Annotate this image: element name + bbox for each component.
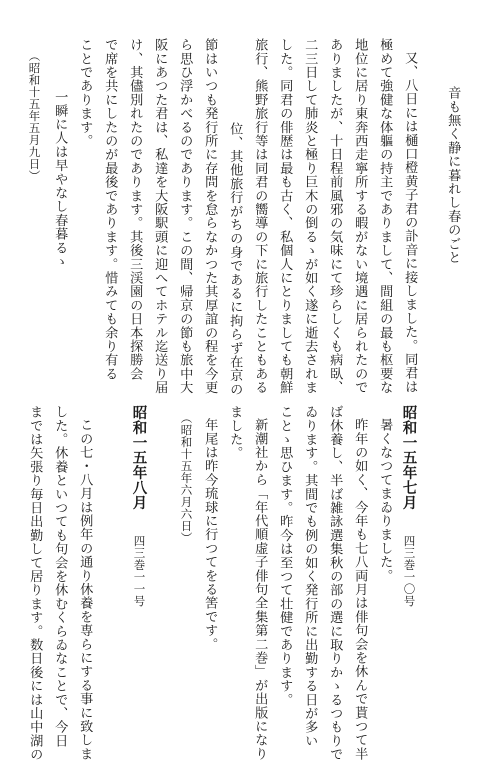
paragraph-line: ことであります。: [77, 38, 93, 148]
section-heading-august: 昭和一五年八月: [130, 405, 148, 510]
paragraph-line: 年尾は昨今琉球に行つてをる筈です。: [202, 418, 218, 651]
paragraph-line: 節はいつも発行所に存問を怠らなかつた其厚誼の程を今更: [202, 38, 218, 395]
paragraph-line: 旅行、熊野旅行等は同君の嚮導の下に旅行したこともある: [252, 38, 268, 395]
paragraph-line: 阪にあつた君は、私達を大阪駅頭に迎へてホテル迄送り届: [152, 38, 168, 395]
section-heading-july: 昭和一五年七月: [400, 405, 418, 510]
haiku: 一瞬に人は早やなし春暮るゝ: [52, 90, 68, 269]
issue-number: 四三巻一〇号: [402, 535, 417, 607]
paragraph-line: ば休養し、半ば雑詠選集秋の部の選に取りかゝるつもりで: [327, 405, 343, 761]
paragraph-line: 地位に居り東奔西走寧所する暇がない境遇に居られたので: [352, 38, 368, 395]
paragraph-line: で席を共にしたのが最後であります。惜みても余り有る: [102, 38, 118, 381]
paragraph-line: 二三日して肺炎と極り巨木の倒るゝが如く遂に逝去されま: [302, 38, 318, 395]
paragraph-line: ありましたが、十日程前風邪の気味にて珍らしくも病臥、: [327, 38, 343, 395]
date-note: （昭和十五年五月九日）: [27, 50, 42, 182]
paragraph-line: までは矢張り毎日出勤して居ります。数日後には山中湖の: [27, 405, 43, 761]
paragraph-line: 新潮社から「年代順虚子俳句全集第二巻」が出版になり: [252, 418, 268, 761]
paragraph-line: け、其儘別れたのであります。其後三渓園の日本探勝会: [127, 38, 143, 381]
paragraph-line: 位、其他旅行がちの身であるに拘らず在京の: [227, 122, 243, 396]
paragraph-line: ら思ひ浮かべるのであります。この間、帰京の節も旅中大: [177, 38, 193, 395]
issue-number: 四三巻一一号: [132, 535, 147, 607]
date-note: （昭和十五年六月六日）: [179, 412, 194, 544]
paragraph-line: ことゝ思ひます。昨今は至つて壮健であります。: [277, 405, 293, 707]
paragraph-line: 極めて強健な体軀の持主でありまして、間組の最も枢要な: [377, 38, 393, 395]
section-title: 音も無く静に暮れし春のごと: [445, 86, 461, 265]
paragraph-line: した。同君の俳歴は最も古く、私個人にとりましても朝鮮: [277, 38, 293, 395]
paragraph-line: した。休養といつても句会を休むくらゐなことで、今日: [52, 405, 68, 748]
paragraph-line: ゐります。其間でも例の如く発行所に出勤する日が多い: [302, 405, 318, 748]
paragraph-line: 又、八日には樋口橙黄子君の訃音に接しました。同君は: [402, 51, 418, 394]
paragraph-line: この七・八月は例年の通り休養を専らにする事に致しま: [77, 418, 93, 761]
paragraph-line: 昨年の如く、今年も七八両月は俳句会を休んで貰つて半: [352, 418, 368, 761]
paragraph-line: 暑くなつてまゐりました。: [377, 418, 393, 583]
paragraph-line: ました。: [227, 405, 243, 460]
